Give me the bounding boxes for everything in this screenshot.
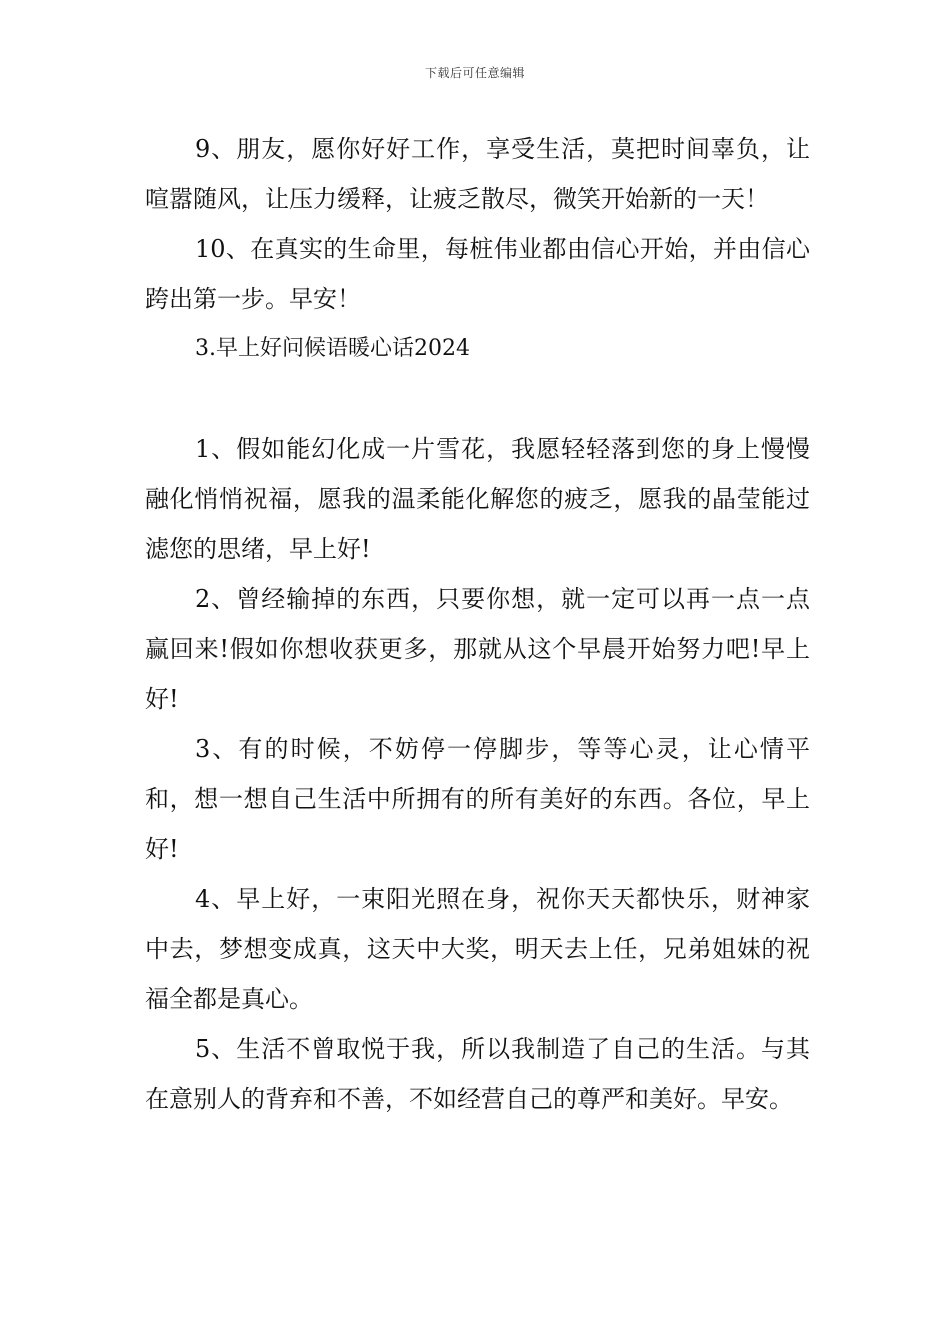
section-heading: 3.早上好问候语暖心话2024: [195, 336, 470, 361]
paragraph-9: 9、朋友，愿你好好工作，享受生活，莫把时间辜负，让喧嚣随风，让压力缓释，让疲乏散尽，微笑开始新的一天！: [145, 135, 810, 213]
list-item: 3、有的时候，不妨停一停脚步，等等心灵，让心情平和，想一想自己生活中所拥有的所有美好的东西。各位，早上好!: [145, 735, 810, 863]
blank-line: [145, 374, 810, 424]
list-item: 5、生活不曾取悦于我，所以我制造了自己的生活。与其在意别人的背弃和不善，不如经营自己的尊严和美好。早安。: [145, 1035, 810, 1113]
document-body: [145, 124, 810, 1124]
list-item: 2、曾经输掉的东西，只要你想，就一定可以再一点一点赢回来!假如你想收获更多，那就从这个早晨开始努力吧!早上好!: [145, 585, 810, 713]
paragraph-10: 10、在真实的生命里，每桩伟业都由信心开始，并由信心跨出第一步。早安！: [145, 235, 810, 313]
list-item: 4、早上好，一束阳光照在身，祝你天天都快乐，财神家中去，梦想变成真，这天中大奖，明天去上任，兄弟姐妹的祝福全都是真心。: [145, 885, 810, 1013]
list-item: 1、假如能幻化成一片雪花，我愿轻轻落到您的身上慢慢融化悄悄祝福，愿我的温柔能化解您的疲乏，愿我的晶莹能过滤您的思绪，早上好!: [145, 435, 810, 563]
header-note: 下载后可任意编辑: [424, 66, 525, 80]
